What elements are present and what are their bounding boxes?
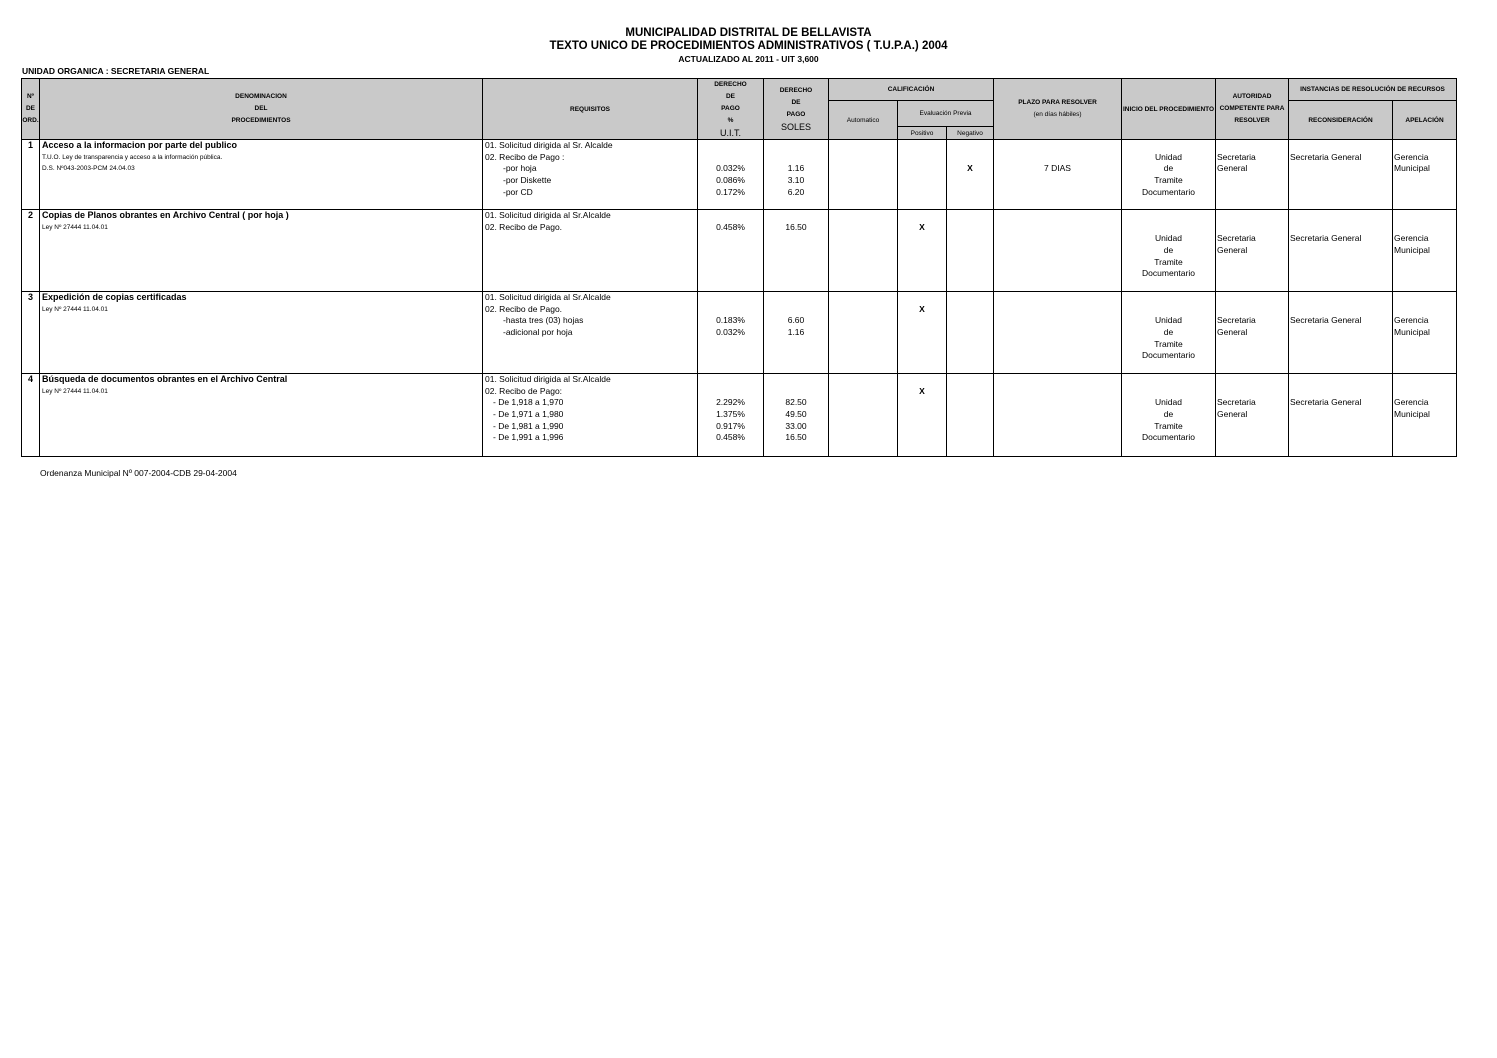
requirement-line: 01. Solicitud dirigida al Sr.Alcalde xyxy=(485,292,611,302)
row-number-cell xyxy=(22,210,40,292)
spacer xyxy=(1217,304,1288,316)
spacer xyxy=(829,374,897,386)
row-number: 2 xyxy=(27,210,33,220)
automatico-mark xyxy=(829,386,897,398)
soles-cell xyxy=(764,374,829,457)
spacer xyxy=(829,292,897,304)
automatico-cell xyxy=(829,292,898,374)
uit-cell xyxy=(698,140,764,210)
col-header-instancias: INSTANCIAS DE RESOLUCIÓN DE RECURSOS xyxy=(1289,79,1457,101)
negativo-mark: X xyxy=(967,163,973,174)
spacer xyxy=(1290,304,1392,316)
uit-percent: 2.292% xyxy=(716,397,745,408)
spacer xyxy=(1122,140,1215,152)
col-header-negativo: Negativo xyxy=(947,127,994,140)
soles-amount: 6.20 xyxy=(787,186,805,197)
spacer xyxy=(1394,386,1456,398)
spacer xyxy=(898,152,946,164)
requirement-line: -hasta tres (03) hojas xyxy=(503,315,584,326)
soles-amount xyxy=(764,210,828,222)
spacer xyxy=(1122,386,1215,398)
soles-amount: 49.50 xyxy=(785,409,807,420)
autoridad-line: General xyxy=(1217,163,1248,174)
spacer xyxy=(947,140,993,152)
requirement-line: 02. Recibo de Pago. xyxy=(485,221,563,232)
spacer xyxy=(1122,292,1215,304)
inicio-line: Unidad xyxy=(1155,315,1182,326)
requisitos-cell xyxy=(483,140,698,210)
col-header-soles-line: SOLES xyxy=(780,122,811,132)
apelacion-cell xyxy=(1393,374,1457,457)
spacer xyxy=(898,210,946,222)
inicio-cell xyxy=(1122,292,1216,374)
spacer xyxy=(947,374,993,386)
plazo-value xyxy=(994,386,1121,398)
apelacion-cell xyxy=(1393,140,1457,210)
plazo-cell xyxy=(994,210,1122,292)
uit-percent: 0.183% xyxy=(716,315,745,326)
table-row xyxy=(22,210,1457,292)
reconsideracion-cell xyxy=(1289,210,1393,292)
spacer xyxy=(1122,304,1215,316)
col-header-uit-line: DERECHO xyxy=(714,81,747,88)
apelacion-line: Gerencia xyxy=(1394,397,1429,408)
autoridad-line: Secretaria xyxy=(1217,397,1256,408)
spacer xyxy=(994,152,1121,164)
inicio-cell xyxy=(1122,210,1216,292)
procedure-title: Copias de Planos obrantes en Archivo Central ( por hoja ) xyxy=(42,210,289,220)
requirement-line: 01. Solicitud dirigida al Sr. Alcalde xyxy=(485,140,613,150)
spacer xyxy=(994,210,1121,222)
soles-amount: 33.00 xyxy=(785,420,807,431)
reconsideracion-value: Secretaria General xyxy=(1290,151,1362,162)
uit-cell xyxy=(698,292,764,374)
spacer xyxy=(947,210,993,222)
autoridad-cell xyxy=(1216,210,1289,292)
spacer xyxy=(1122,374,1215,386)
requirement-line: 02. Recibo de Pago. xyxy=(485,303,563,314)
reconsideracion-value: Secretaria General xyxy=(1290,315,1362,326)
apelacion-line: Municipal xyxy=(1394,327,1430,338)
soles-amount xyxy=(764,386,828,398)
positivo-cell xyxy=(898,374,947,457)
spacer xyxy=(1394,292,1456,304)
inicio-line: Documentario xyxy=(1142,186,1195,197)
col-header-autoridad-line: RESOLVER xyxy=(1234,117,1270,124)
positivo-mark: X xyxy=(919,221,925,232)
spacer xyxy=(994,292,1121,304)
row-number-cell xyxy=(22,140,40,210)
col-header-uit-line: U.I.T. xyxy=(719,128,741,138)
col-header-reconsideracion: RECONSIDERACIÓN xyxy=(1289,101,1393,140)
inicio-line: Documentario xyxy=(1142,350,1195,361)
col-header-requisitos: REQUISITOS xyxy=(483,79,698,140)
col-header-autoridad xyxy=(1216,79,1289,140)
col-header-uit-line: % xyxy=(727,117,734,124)
inicio-line: Tramite xyxy=(1154,338,1183,349)
spacer xyxy=(994,140,1121,152)
automatico-mark xyxy=(829,222,897,234)
procedure-title: Búsqueda de documentos obrantes en el Archivo Central xyxy=(42,374,288,384)
positivo-cell xyxy=(898,292,947,374)
requirement-line: 02. Recibo de Pago: xyxy=(485,385,563,396)
uit-percent xyxy=(698,140,763,152)
soles-amount: 16.50 xyxy=(785,221,807,232)
requirement-line: - De 1,971 a 1,980 xyxy=(493,409,564,420)
spacer xyxy=(898,140,946,152)
spacer xyxy=(898,374,946,386)
negativo-cell xyxy=(947,140,994,210)
col-header-soles-line: DERECHO xyxy=(779,87,813,94)
plazo-cell xyxy=(994,292,1122,374)
legal-basis: D.S. Nº043-2003-PCM 24.04.03 xyxy=(42,165,135,173)
denominacion-cell xyxy=(40,140,483,210)
table-row xyxy=(22,292,1457,374)
uit-percent: 1.375% xyxy=(716,409,745,420)
spacer xyxy=(829,152,897,164)
col-header-calificacion: CALIFICACIÓN xyxy=(829,79,994,101)
inicio-line: Unidad xyxy=(1155,397,1182,408)
soles-amount: 1.16 xyxy=(787,163,805,174)
soles-amount: 1.16 xyxy=(787,327,805,338)
col-header-denominacion-line: PROCEDIMIENTOS xyxy=(231,117,291,124)
requisitos-cell xyxy=(483,374,698,457)
soles-amount xyxy=(764,152,828,164)
table-row xyxy=(22,140,1457,210)
procedure-title: Expedición de copias certificadas xyxy=(42,292,187,302)
col-header-derecho-soles xyxy=(764,79,829,140)
inicio-line: de xyxy=(1163,409,1174,420)
col-header-positivo: Positivo xyxy=(898,127,947,140)
inicio-line: de xyxy=(1163,163,1174,174)
uit-percent xyxy=(698,210,763,222)
apelacion-cell xyxy=(1393,210,1457,292)
inicio-line: de xyxy=(1163,245,1174,256)
inicio-cell xyxy=(1122,374,1216,457)
reconsideracion-cell xyxy=(1289,292,1393,374)
uit-percent: 0.032% xyxy=(716,163,745,174)
positivo-mark xyxy=(898,163,946,175)
negativo-mark xyxy=(947,304,993,316)
positivo-cell xyxy=(898,140,947,210)
legal-basis: T.U.O. Ley de transparencia y acceso a la información pública. xyxy=(42,153,223,161)
inicio-line: Documentario xyxy=(1142,432,1195,443)
uit-percent: 0.086% xyxy=(716,175,745,186)
plazo-cell xyxy=(994,140,1122,210)
spacer xyxy=(994,374,1121,386)
uit-cell xyxy=(698,374,764,457)
negativo-mark xyxy=(947,222,993,234)
table-row xyxy=(22,374,1457,457)
spacer xyxy=(1290,374,1392,386)
soles-amount xyxy=(764,140,828,152)
col-header-plazo-line: (en días hábiles) xyxy=(1033,111,1082,118)
plazo-value xyxy=(994,304,1121,316)
autoridad-cell xyxy=(1216,374,1289,457)
col-header-evaluacion: Evaluación Previa xyxy=(898,101,994,127)
autoridad-cell xyxy=(1216,140,1289,210)
uit-percent xyxy=(698,304,763,316)
col-header-automatico: Automatico xyxy=(829,101,898,140)
spacer xyxy=(1217,374,1288,386)
denominacion-cell xyxy=(40,210,483,292)
inicio-line: Tramite xyxy=(1154,420,1183,431)
plazo-value: 7 DIAS xyxy=(1044,163,1071,174)
apelacion-line: Municipal xyxy=(1394,409,1430,420)
automatico-mark xyxy=(829,304,897,316)
positivo-mark: X xyxy=(919,303,925,314)
col-header-apelacion: APELACIÓN xyxy=(1393,101,1457,140)
spacer xyxy=(1290,386,1392,398)
soles-amount: 6.60 xyxy=(787,315,805,326)
row-number-cell xyxy=(22,292,40,374)
col-header-num-line: DE xyxy=(25,105,36,112)
requirement-line: -por hoja xyxy=(503,163,537,174)
requirement-line: -por CD xyxy=(503,186,533,197)
automatico-cell xyxy=(829,210,898,292)
requisitos-cell xyxy=(483,292,698,374)
uit-percent xyxy=(698,152,763,164)
row-number: 4 xyxy=(27,374,33,384)
soles-cell xyxy=(764,140,829,210)
negativo-cell xyxy=(947,292,994,374)
inicio-line: Documentario xyxy=(1142,268,1195,279)
spacer xyxy=(1394,374,1456,386)
plazo-value xyxy=(994,222,1121,234)
autoridad-line: General xyxy=(1217,409,1248,420)
positivo-mark: X xyxy=(919,385,925,396)
apelacion-line: Gerencia xyxy=(1394,315,1429,326)
uit-percent xyxy=(698,386,763,398)
document-subtitle: TEXTO UNICO DE PROCEDIMIENTOS ADMINISTRATIVOS ( T.U.P.A.) 2004 xyxy=(549,40,948,52)
row-number: 3 xyxy=(27,292,33,302)
plazo-cell xyxy=(994,374,1122,457)
uit-percent: 0.172% xyxy=(716,186,745,197)
col-header-inicio: INICIO DEL PROCEDIMIENTO xyxy=(1122,79,1216,140)
col-header-uit-line: DE xyxy=(725,93,736,100)
legal-basis: Ley Nº 27444 11.04.01 xyxy=(42,223,108,231)
organic-unit-label: UNIDAD ORGANICA : SECRETARIA GENERAL xyxy=(22,66,210,76)
col-header-denominacion-line: DEL xyxy=(254,105,268,112)
col-header-num-line: Nº xyxy=(26,93,35,100)
spacer xyxy=(1290,292,1392,304)
requisitos-cell xyxy=(483,210,698,292)
requirement-line: - De 1,991 a 1,996 xyxy=(493,432,564,443)
col-header-autoridad-line: AUTORIDAD xyxy=(1232,93,1272,100)
automatico-cell xyxy=(829,140,898,210)
apelacion-cell xyxy=(1393,292,1457,374)
soles-amount: 82.50 xyxy=(785,397,807,408)
uit-cell xyxy=(698,210,764,292)
reconsideracion-cell xyxy=(1289,140,1393,210)
requirement-line: 01. Solicitud dirigida al Sr.Alcalde xyxy=(485,374,611,384)
col-header-denominacion-line: DENOMINACION xyxy=(235,93,287,100)
col-header-autoridad-line: COMPETENTE PARA xyxy=(1219,105,1285,112)
col-header-plazo xyxy=(994,79,1122,140)
spacer xyxy=(898,292,946,304)
legal-basis: Ley Nº 27444 11.04.01 xyxy=(42,387,108,395)
inicio-cell xyxy=(1122,140,1216,210)
soles-amount: 16.50 xyxy=(785,432,807,443)
autoridad-line: General xyxy=(1217,327,1248,338)
legal-basis: Ley Nº 27444 11.04.01 xyxy=(42,305,108,313)
requirement-line: 01. Solicitud dirigida al Sr.Alcalde xyxy=(485,210,611,220)
spacer xyxy=(1394,210,1456,222)
automatico-cell xyxy=(829,374,898,457)
requirement-line: - De 1,918 a 1,970 xyxy=(493,397,564,408)
soles-cell xyxy=(764,292,829,374)
uit-percent: 0.458% xyxy=(716,221,745,232)
spacer xyxy=(1217,210,1288,222)
inicio-line: Unidad xyxy=(1155,233,1182,244)
inicio-line: Unidad xyxy=(1155,151,1182,162)
spacer xyxy=(1217,140,1288,152)
ordinance-footer: Ordenanza Municipal Nº 007-2004-CDB 29-04-2004 xyxy=(40,468,237,478)
row-number: 1 xyxy=(27,140,33,150)
spacer xyxy=(1217,222,1288,234)
spacer xyxy=(1217,386,1288,398)
uit-percent: 0.458% xyxy=(716,432,745,443)
apelacion-line: Gerencia xyxy=(1394,233,1429,244)
col-header-plazo-line: PLAZO PARA RESOLVER xyxy=(1018,99,1097,106)
col-header-denominacion xyxy=(40,79,483,140)
soles-amount xyxy=(764,374,828,386)
inicio-line: Tramite xyxy=(1154,256,1183,267)
denominacion-cell xyxy=(40,292,483,374)
reconsideracion-value: Secretaria General xyxy=(1290,397,1362,408)
positivo-cell xyxy=(898,210,947,292)
requirement-line: - De 1,981 a 1,990 xyxy=(493,420,564,431)
col-header-derecho-uit xyxy=(698,79,764,140)
negativo-cell xyxy=(947,210,994,292)
col-header-num-line: ORD. xyxy=(22,117,39,124)
spacer xyxy=(829,140,897,152)
uit-percent xyxy=(698,292,763,304)
inicio-line: Tramite xyxy=(1154,175,1183,186)
spacer xyxy=(1394,222,1456,234)
apelacion-line: Municipal xyxy=(1394,245,1430,256)
col-header-num xyxy=(22,79,40,140)
soles-amount xyxy=(764,304,828,316)
col-header-soles-line: DE xyxy=(791,99,801,106)
spacer xyxy=(1290,140,1392,152)
reconsideracion-value: Secretaria General xyxy=(1290,233,1362,244)
autoridad-line: Secretaria xyxy=(1217,151,1256,162)
requirement-line: 02. Recibo de Pago : xyxy=(485,151,565,162)
negativo-cell xyxy=(947,374,994,457)
negativo-mark xyxy=(947,386,993,398)
automatico-mark xyxy=(829,163,897,175)
uit-percent: 0.032% xyxy=(716,327,745,338)
spacer xyxy=(1394,140,1456,152)
row-number-cell xyxy=(22,374,40,457)
col-header-uit-line: PAGO xyxy=(721,105,740,112)
autoridad-cell xyxy=(1216,292,1289,374)
spacer xyxy=(1217,292,1288,304)
spacer xyxy=(1394,304,1456,316)
autoridad-line: Secretaria xyxy=(1217,315,1256,326)
inicio-line: de xyxy=(1163,327,1174,338)
autoridad-line: General xyxy=(1217,245,1248,256)
spacer xyxy=(1290,222,1392,234)
requirement-line: -por Diskette xyxy=(503,175,552,186)
tupa-table xyxy=(21,78,1457,457)
col-header-soles-line: PAGO xyxy=(786,111,806,118)
soles-amount xyxy=(764,292,828,304)
procedure-title: Acceso a la informacion por parte del publico xyxy=(42,140,238,150)
uit-percent xyxy=(698,374,763,386)
update-note: ACTUALIZADO AL 2011 - UIT 3,600 xyxy=(678,54,819,64)
autoridad-line: Secretaria xyxy=(1217,233,1256,244)
requirement-line: -adicional por hoja xyxy=(503,327,573,338)
spacer xyxy=(947,152,993,164)
uit-percent: 0.917% xyxy=(716,420,745,431)
spacer xyxy=(1122,210,1215,222)
apelacion-line: Gerencia xyxy=(1394,151,1429,162)
spacer xyxy=(1122,222,1215,234)
spacer xyxy=(1290,210,1392,222)
document-title: MUNICIPALIDAD DISTRITAL DE BELLAVISTA xyxy=(625,27,872,39)
apelacion-line: Municipal xyxy=(1394,163,1430,174)
soles-amount: 3.10 xyxy=(787,175,805,186)
denominacion-cell xyxy=(40,374,483,457)
spacer xyxy=(829,210,897,222)
soles-cell xyxy=(764,210,829,292)
spacer xyxy=(947,292,993,304)
reconsideracion-cell xyxy=(1289,374,1393,457)
